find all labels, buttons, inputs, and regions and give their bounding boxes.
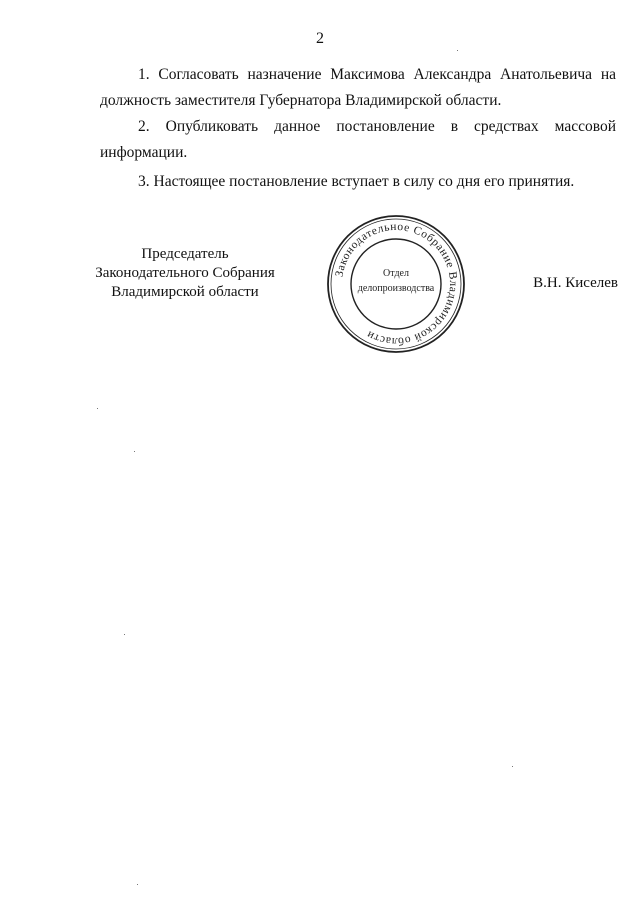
stamp-center-line-2: делопроизводства (357, 283, 435, 294)
scan-speck (137, 884, 138, 885)
signatory-title (80, 245, 290, 302)
item-1-line-2: должность заместителя Губернатора Владимирской области. (100, 92, 502, 109)
scan-speck (97, 408, 98, 409)
scan-speck (134, 451, 135, 452)
item-3: 3. Настоящее постановление вступает в силу со дня его принятия. (138, 173, 575, 190)
signatory-name: В.Н. Киселев (533, 275, 618, 291)
item-2-line-1: 2. Опубликовать данное постановление в средствах массовой (138, 118, 616, 135)
official-stamp (325, 213, 467, 355)
signatory-title-line: Владимирской области (111, 284, 259, 300)
page-number: 2 (316, 30, 324, 47)
item-1-line-1: 1. Согласовать назначение Максимова Александра Анатольевича на (138, 66, 616, 83)
scan-speck (512, 766, 513, 767)
item-2-line-2: информации. (100, 144, 188, 161)
stamp-center-line-1: Отдел (383, 268, 409, 279)
stamp-ring-text: Законодательное Собрание Владимирской области (333, 220, 460, 348)
scan-speck (124, 634, 125, 635)
scan-speck (457, 50, 458, 51)
signatory-title-line: Председатель (141, 246, 229, 262)
signatory-title-line: Законодательного Собрания (95, 265, 275, 281)
